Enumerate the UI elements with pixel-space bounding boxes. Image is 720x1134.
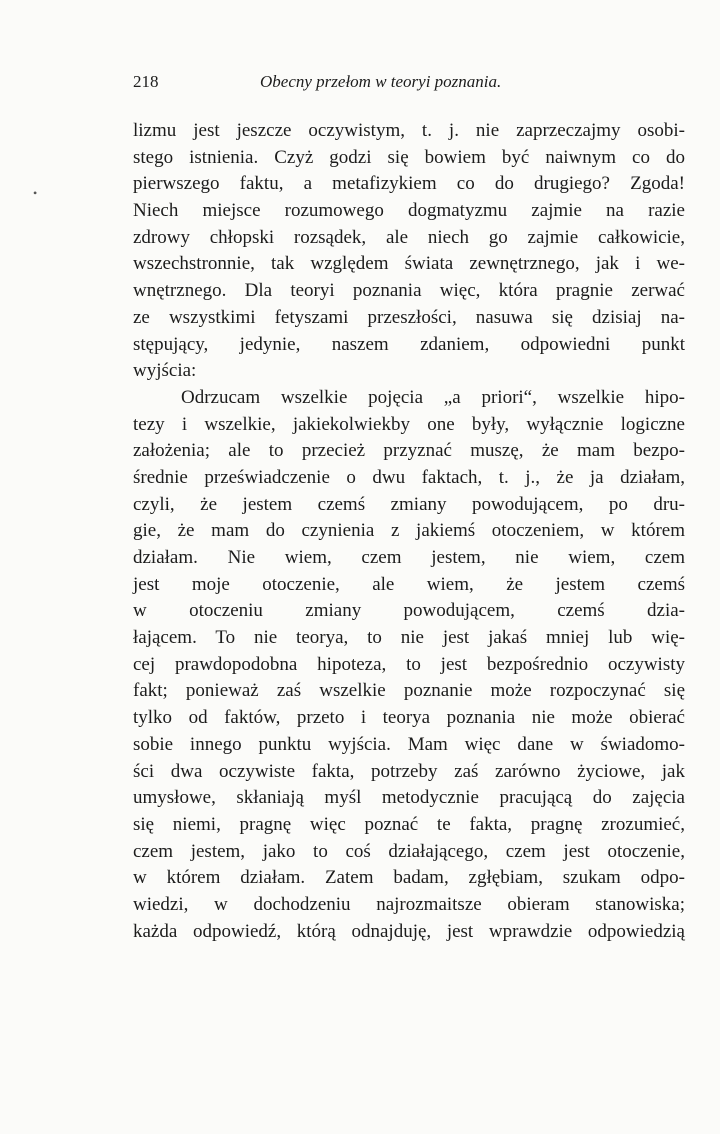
page-header	[133, 72, 633, 102]
text-line: pierwszego faktu, a metafizykiem co do drugiego? Zgoda!	[133, 173, 685, 195]
text-line: lizmu jest jeszcze oczywistym, t. j. nie zaprzeczajmy osobi-	[133, 120, 685, 141]
text-line: założenia; ale to przecież przyznać muszę, że mam bezpo-	[133, 440, 685, 462]
paragraph-first-line: Odrzucam wszelkie pojęcia „a priori“, wszelkie hipo-	[181, 386, 685, 408]
text-line: się niemi, pragnę więc poznać te fakta, pragnę zrozumieć,	[133, 813, 685, 835]
text-line: łającem. To nie teorya, to nie jest jakaś mniej lub wię-	[133, 627, 685, 649]
text-line: czem jestem, jako to coś działającego, czem jest otoczenie,	[133, 840, 685, 862]
text-line: tezy i wszelkie, jakiekolwiekby one były, wyłącznie logiczne	[133, 413, 685, 435]
text-line: średnie przeświadczenie o dwu faktach, t. j., że ja działam,	[133, 466, 685, 488]
page-number: 218	[133, 72, 159, 91]
text-line: gie, że mam do czynienia z jakiemś otoczeniem, w którem	[133, 520, 685, 542]
text-line: w otoczeniu zmiany powodującem, czemś dzia-	[133, 600, 685, 622]
text-line: wszechstronnie, tak względem świata zewnętrznego, jak i we-	[133, 253, 685, 275]
body-text	[133, 118, 685, 945]
running-title: Obecny przełom w teoryi poznania.	[260, 72, 502, 91]
text-line: wiedzi, w dochodzeniu najrozmaitsze obieram stanowiska;	[133, 893, 685, 915]
text-line: wyjścia:	[133, 360, 197, 382]
text-line: czyli, że jestem czemś zmiany powodującem, po dru-	[133, 493, 685, 515]
text-line: działam. Nie wiem, czem jestem, nie wiem, czem	[133, 547, 685, 568]
text-line: wnętrznego. Dla teoryi poznania więc, która pragnie zerwać	[133, 280, 685, 302]
text-line: Niech miejsce rozumowego dogmatyzmu zajmie na razie	[133, 200, 685, 222]
margin-mark: •	[33, 186, 38, 200]
text-line: w którem działam. Zatem badam, zgłębiam, szukam odpo-	[133, 867, 685, 889]
text-line: jest moje otoczenie, ale wiem, że jestem czemś	[133, 573, 685, 595]
text-line: stępujący, jedynie, naszem zdaniem, odpowiedni punkt	[133, 333, 685, 355]
text-line: każda odpowiedź, którą odnajduję, jest wprawdzie odpowiedzią	[133, 920, 685, 942]
text-line: tylko od faktów, przeto i teorya poznania nie może obierać	[133, 707, 685, 729]
text-line: ze wszystkimi fetyszami przeszłości, nasuwa się dzisiaj na-	[133, 306, 685, 328]
text-line: umysłowe, skłaniają myśl metodycznie pracującą do zajęcia	[133, 787, 685, 809]
text-line: sobie innego punktu wyjścia. Mam więc dane w świadomo-	[133, 733, 685, 755]
text-line: stego istnienia. Czyż godzi się bowiem być naiwnym co do	[133, 146, 685, 168]
text-line: fakt; ponieważ zaś wszelkie poznanie może rozpoczynać się	[133, 680, 685, 702]
text-line: ści dwa oczywiste fakta, potrzeby zaś zarówno życiowe, jak	[133, 760, 685, 782]
text-line: zdrowy chłopski rozsądek, ale niech go zajmie całkowicie,	[133, 226, 685, 248]
text-line: cej prawdopodobna hipoteza, to jest bezpośrednio oczywisty	[133, 653, 685, 675]
